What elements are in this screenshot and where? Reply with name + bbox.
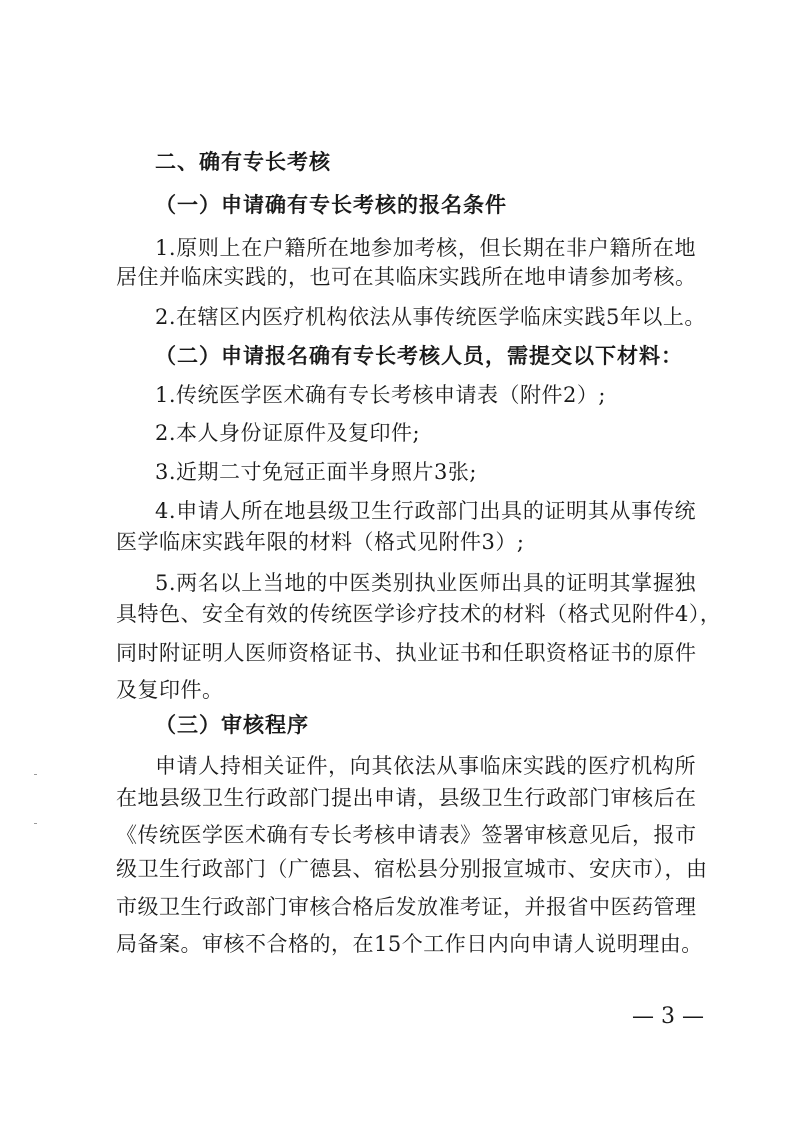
scan-mark: [34, 823, 37, 824]
paragraph-line: 1.传统医学医术确有专长考核申请表（附件2）;: [155, 383, 606, 407]
paragraph-line: 2.在辖区内医疗机构依法从事传统医学临床实践5年以上。: [155, 305, 706, 329]
paragraph-line: 同时附证明人医师资格证书、执业证书和任职资格证书的原件: [116, 641, 697, 665]
paragraph-line: 具特色、安全有效的传统医学诊疗技术的材料（格式见附件4），: [116, 602, 722, 626]
paragraph-line: 3.近期二寸免冠正面半身照片3张;: [155, 460, 477, 484]
paragraph-line: 5.两名以上当地的中医类别执业医师出具的证明其掌握独: [155, 571, 696, 595]
paragraph-line: 《传统医学医术确有专长考核申请表》签署审核意见后，报市: [116, 823, 697, 847]
paragraph-line: 市级卫生行政部门审核合格后发放准考证，并报省中医药管理: [116, 895, 697, 919]
page-number: — 3 —: [632, 1004, 704, 1029]
paragraph-line: 级卫生行政部门（广德县、宿松县分别报宣城市、安庆市），由: [116, 857, 708, 881]
subsection-heading-3: （三）审核程序: [155, 713, 309, 737]
paragraph-line: 4.申请人所在地县级卫生行政部门出具的证明其从事传统: [155, 499, 696, 523]
paragraph-line: 居住并临床实践的，也可在其临床实践所在地申请参加考核。: [116, 265, 697, 289]
paragraph-line: 2.本人身份证原件及复印件;: [155, 421, 421, 445]
paragraph-line: 局备案。审核不合格的，在15个工作日内向申请人说明理由。: [116, 932, 703, 956]
subsection-heading-1: （一）申请确有专长考核的报名条件: [155, 193, 507, 217]
paragraph-line: 在地县级卫生行政部门提出申请，县级卫生行政部门审核后在: [116, 786, 697, 810]
subsection-heading-2: （二）申请报名确有专长考核人员，需提交以下材料：: [155, 344, 683, 368]
section-heading: 二、确有专长考核: [155, 150, 331, 174]
paragraph-line: 申请人持相关证件，向其依法从事临床实践的医疗机构所: [155, 754, 696, 778]
paragraph-line: 医学临床实践年限的材料（格式见附件3）;: [116, 530, 525, 554]
scan-mark: [34, 774, 37, 775]
paragraph-line: 1.原则上在户籍所在地参加考核，但长期在非户籍所在地: [155, 236, 696, 260]
paragraph-line: 及复印件。: [116, 678, 224, 702]
